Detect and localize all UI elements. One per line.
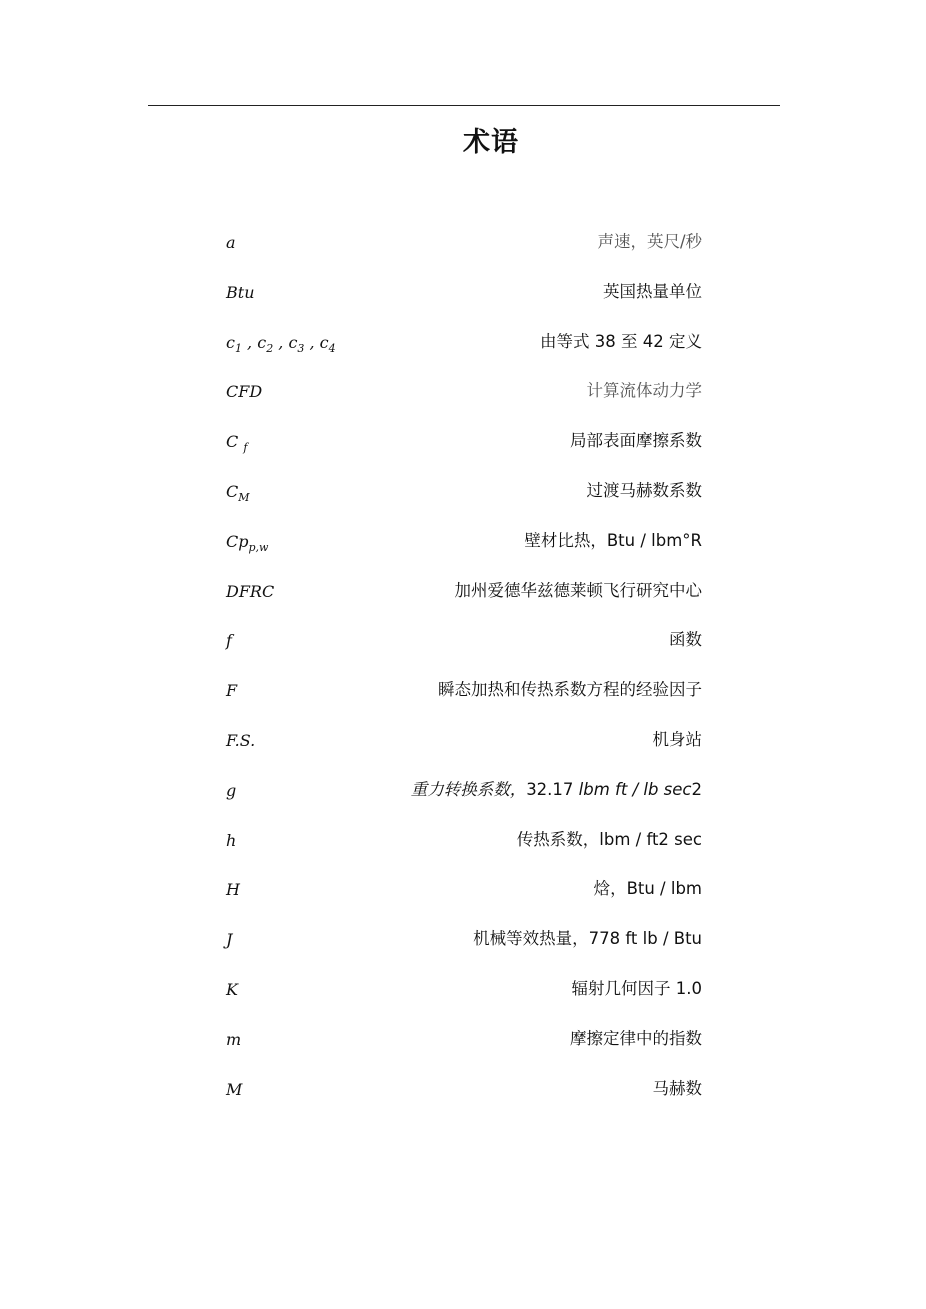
- glossary-term: M: [226, 1079, 243, 1099]
- glossary-term: f: [226, 631, 232, 651]
- glossary-term: K: [226, 979, 238, 999]
- glossary-row: [226, 1023, 702, 1073]
- glossary-term: g: [226, 780, 237, 800]
- glossary-definition: 马赫数: [652, 1078, 702, 1098]
- glossary-row: [226, 475, 702, 525]
- glossary-row: [226, 326, 702, 376]
- glossary-row: [226, 923, 702, 973]
- glossary-definition: 英国热量单位: [603, 281, 702, 301]
- glossary-term: m: [226, 1029, 242, 1049]
- glossary-row: [226, 973, 702, 1023]
- glossary-row: [226, 824, 702, 874]
- glossary-definition: 瞬态加热和传热系数方程的经验因子: [438, 680, 702, 700]
- glossary-definition: 壁材比热，Btu / lbm°R: [524, 530, 702, 550]
- glossary-row: [226, 724, 702, 774]
- glossary-definition: 由等式 38 至 42 定义: [540, 331, 702, 351]
- glossary-row: [226, 624, 702, 674]
- glossary-definition: 机身站: [652, 729, 702, 749]
- glossary-row: [226, 375, 702, 425]
- glossary-row: [226, 276, 702, 326]
- glossary-term: $C_M$: [226, 481, 250, 504]
- glossary-term: H: [226, 880, 240, 900]
- glossary-term: C $_f$: [226, 432, 248, 455]
- glossary-definition: 摩擦定律中的指数: [570, 1028, 702, 1048]
- glossary-row: [226, 774, 702, 824]
- glossary-definition: 焓，Btu / lbm: [593, 879, 702, 899]
- header-rule: [148, 105, 780, 106]
- glossary-row: [226, 873, 702, 923]
- glossary-term: $Cp_{p,w}$: [226, 531, 269, 554]
- glossary-term: a: [226, 233, 236, 252]
- glossary-term: DFRC: [226, 581, 275, 601]
- glossary-definition: 加州爱德华兹德莱顿飞行研究中心: [454, 580, 702, 600]
- glossary-row: [226, 674, 702, 724]
- glossary-definition: 机械等效热量，778 ft lb / Btu: [473, 929, 702, 949]
- glossary-definition: 过渡马赫数系数: [586, 480, 702, 500]
- glossary-definition: 传热系数，lbm / ft2 sec: [516, 829, 702, 849]
- glossary-term: J: [226, 930, 233, 950]
- glossary-term: Btu: [226, 282, 255, 302]
- glossary-definition: 辐射几何因子 1.0: [571, 978, 702, 998]
- glossary-term: CFD: [226, 382, 263, 402]
- glossary-definition: 声速，英尺/秒: [597, 232, 702, 251]
- glossary-row: [226, 1073, 702, 1123]
- glossary-row: [226, 575, 702, 625]
- glossary-definition: 函数: [669, 630, 702, 650]
- glossary-term: $c_1$ , $c_2$ , $c_3$ , $c_4$: [226, 332, 336, 355]
- glossary-row: [226, 226, 702, 276]
- glossary-definition: 计算流体动力学: [586, 381, 702, 401]
- glossary-term: h: [226, 830, 237, 850]
- glossary-definition: 局部表面摩擦系数: [570, 431, 702, 451]
- glossary-term: F.S.: [226, 730, 256, 750]
- glossary-list: [226, 226, 702, 1122]
- glossary-definition: 重力转换系数，32.17 lbm ft / lb sec2: [410, 779, 702, 799]
- glossary-row: [226, 525, 702, 575]
- glossary-term: F: [226, 681, 238, 701]
- glossary-row: [226, 425, 702, 475]
- page-title: 术语: [463, 127, 519, 158]
